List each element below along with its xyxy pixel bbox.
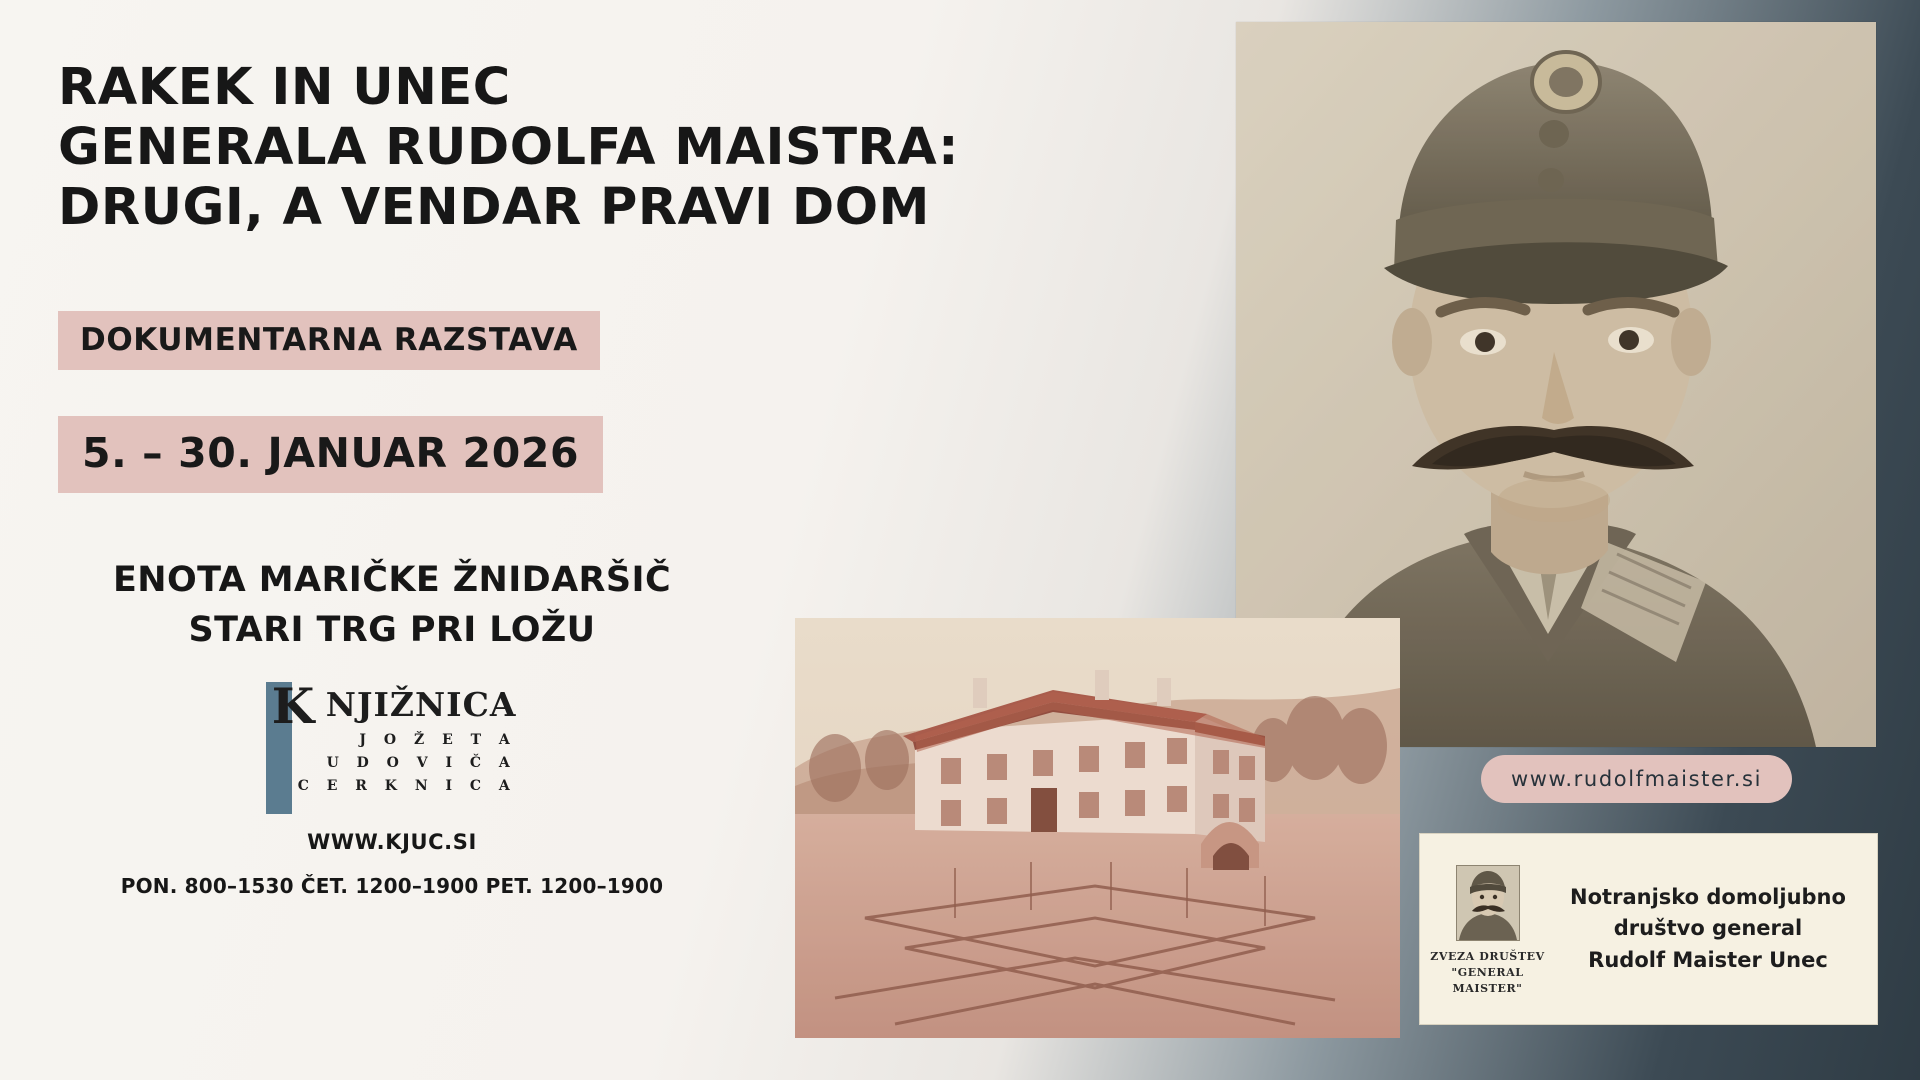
society-line-3: Rudolf Maister Unec xyxy=(1588,947,1828,972)
logo-sub-line-2: U D O V I Č A xyxy=(326,755,517,772)
logo-text xyxy=(298,680,519,798)
federation-label xyxy=(1420,949,1555,997)
society-emblem xyxy=(1420,861,1555,997)
venue-block xyxy=(52,555,732,657)
page-title xyxy=(58,58,960,239)
venue-line-1: ENOTA MARIČKE ŽNIDARŠIČ xyxy=(112,559,672,600)
title-line-3: DRUGI, A VENDAR PRAVI DOM xyxy=(58,178,930,238)
library-logo-wrap xyxy=(52,677,732,812)
title-line-2: GENERALA RUDOLFA MAISTRA: xyxy=(58,118,960,178)
federation-line-2: "GENERAL MAISTER" xyxy=(1451,966,1524,995)
society-line-2: društvo general xyxy=(1613,916,1803,941)
badge-date-range: 5. – 30. JANUAR 2026 xyxy=(58,416,603,493)
opening-hours: PON. 800–1530 ČET. 1200–1900 PET. 1200–1900 xyxy=(120,874,664,899)
logo-sub-line-1: J O Ž E T A xyxy=(359,732,517,749)
library-logo xyxy=(266,677,519,812)
maister-website-pill[interactable]: www.rudolfmaister.si xyxy=(1481,755,1792,803)
building-photo xyxy=(795,618,1400,1038)
federation-line-1: ZVEZA DRUŠTEV xyxy=(1430,950,1545,964)
text-column xyxy=(58,58,960,899)
badge-exhibition-type: DOKUMENTARNA RAZSTAVA xyxy=(58,311,600,370)
society-card xyxy=(1419,833,1878,1025)
society-name xyxy=(1555,882,1877,977)
logo-sub-line-3: C E R K N I C A xyxy=(297,778,517,795)
library-website[interactable]: WWW.KJUC.SI xyxy=(307,830,477,855)
logo-name: NJIŽNICA xyxy=(325,685,517,725)
logo-initial: K xyxy=(271,677,315,736)
mini-portrait-illustration xyxy=(1457,866,1519,940)
building-illustration xyxy=(795,618,1400,1038)
maister-mini-portrait xyxy=(1456,865,1520,941)
venue-line-2: STARI TRG PRI LOŽU xyxy=(188,610,596,651)
title-line-1: RAKEK IN UNEC xyxy=(58,58,511,117)
society-line-1: Notranjsko domoljubno xyxy=(1570,884,1846,909)
